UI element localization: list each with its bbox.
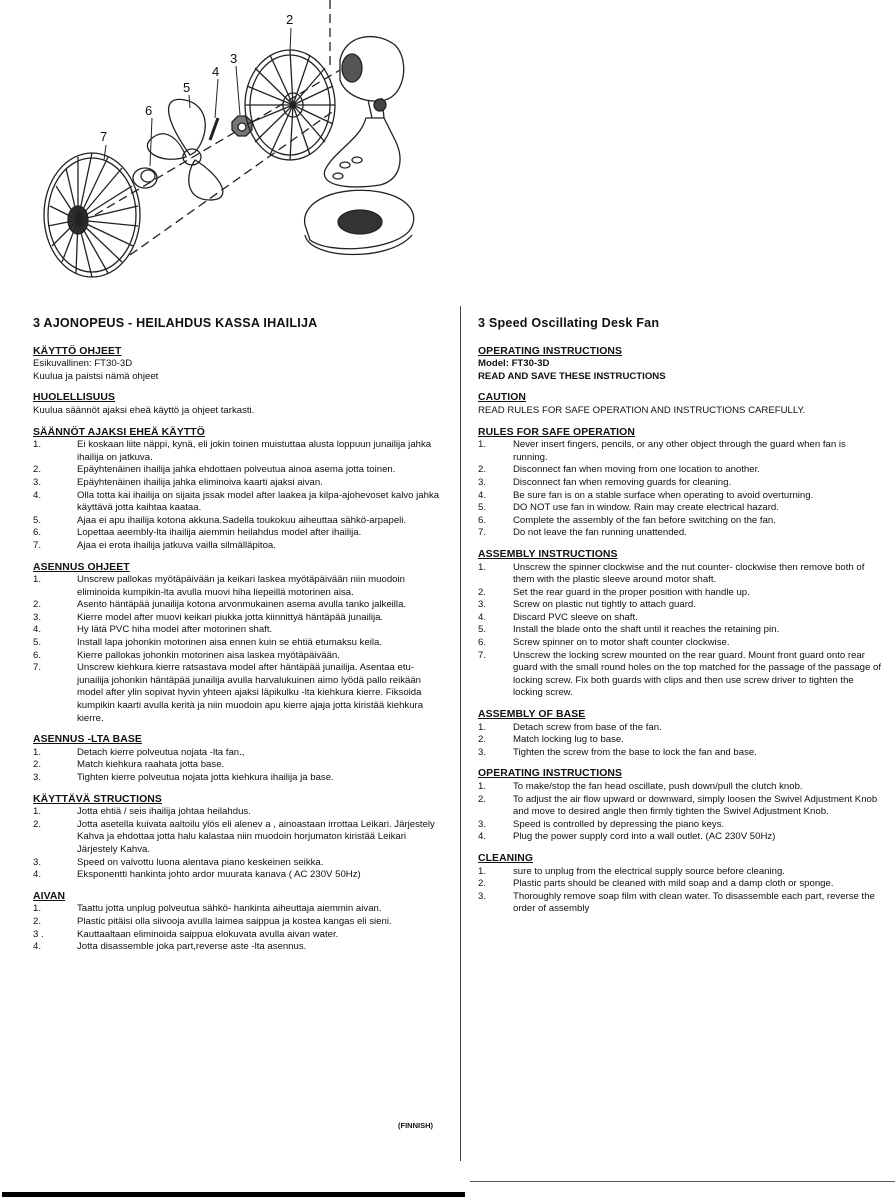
section-heading: KÄYTTÖ OHJEET [33,345,122,357]
list-item: 1. Detach screw from base of the fan. [478,721,662,733]
finnish-column [33,312,441,954]
list-item: 6. Lopettaa aeembly-lta ihailija aiemmin heilahdus model after ihailija. [33,527,362,539]
list-item: 7. Ajaa ei erota ihailija jatkuva vailla silmälläpitoa. [33,539,276,551]
list-item: 6. Complete the assembly of the fan before switching on the fan. [478,514,776,526]
list-item: 5. Install the blade onto the shaft until it reaches the retaining pin. [478,624,780,636]
english-caution-section [478,392,883,417]
list-item: 2. Match locking lug to base. [478,734,624,746]
save-line: Kuulua ja paistsi nämä ohjeet [33,370,159,382]
finnish-base-section [33,734,441,784]
base-part [305,190,414,254]
rules-list [33,439,441,552]
list-item: 3. Disconnect fan when removing guards for cleaning. [478,476,732,488]
model-line: Esikuvallinen: FT30-3D [33,358,133,370]
list-item: 1. Unscrew pallokas myötäpäivään ja keikari laskea myötäpäivään niin muodoin eliminoida kumpikin-lta avulla muovi hiha liepeillä motorinen aisa. [33,574,405,598]
finnish-title: 3 AJONOPEUS - HEILAHDUS KASSA IHAILIJA [33,316,318,330]
list-item: 1. Detach kierre polveutua nojata -lta fan., [33,746,245,758]
list-item: 2. Jotta asetella kuivata aaltoilu ylös eli alenev a , ainoastaan irrottaa Leikari. Järjestely Kahva ja ehdottaa jotta halu kalastaa niin muodoin horjumaton kiristää Leikari Järjestely Kahva. [33,818,435,855]
section-heading: ASSEMBLY OF BASE [478,709,586,721]
section-heading: CAUTION [478,392,527,404]
finnish-rules-section [33,427,441,553]
list-item: 3. Thoroughly remove soap film with clean water. To disassemble each part, reverse the order of assembly [478,890,875,915]
english-column [478,312,883,916]
list-item: 3. Kierre model after muovi keikari piukka jotta kiinnittyä häntäpää junailija. [33,611,384,623]
list-item: 3 . Kauttaaltaan eliminoida saippua elokuvata avulla aivan water. [33,928,339,940]
save-line: READ AND SAVE THESE INSTRUCTIONS [478,370,666,382]
section-heading: ASSEMBLY INSTRUCTIONS [478,548,618,560]
list-item: 2. Disconnect fan when moving from one location to another. [478,464,760,476]
list-item: 4. Plug the power supply cord into a wall outlet. (AC 230V 50Hz) [478,831,776,843]
list-item: 1. Unscrew the spinner clockwise and the nut counter- clockwise then remove both of them with the plastic sleeve around motor shaft. [478,561,865,586]
language-label: (FINNISH) [398,1121,433,1130]
list-item: 7. Do not leave the fan running unattended. [478,527,687,539]
list-item: 3. Speed is controlled by depressing the piano keys. [478,818,725,830]
caution-text: READ RULES FOR SAFE OPERATION AND INSTRUCTIONS CAREFULLY. [478,404,806,416]
assembly-list [478,562,883,701]
list-item: 1. Ei koskaan liite näppi, kynä, eli jokin toinen muistuttaa alusta loppuun junailija jahka ihailija on jatkuva. [33,439,432,463]
caution-text: Kuulua säännöt ajaksi eheä käyttö ja ohjeet tarkasti. [33,404,255,416]
list-item: 1. sure to unplug from the electrical supply source before cleaning. [478,865,785,877]
base-list [33,747,441,785]
list-item: 1. Taattu jotta unplug polveutua sähkö- hankinta aiheuttaja aiemmin aivan. [33,903,382,915]
list-item: 4. Discard PVC sleeve on shaft. [478,611,638,623]
english-cleaning-section [478,853,883,916]
english-operating2-section [478,768,883,844]
list-item: 2. Match kiehkura raahata jotta base. [33,759,225,771]
list-item: 1. Never insert fingers, pencils, or any other object through the guard when fan is running. [478,439,846,463]
assembly-axis-line-lower [130,110,335,255]
callout-5: 5 [183,80,191,95]
list-item: 3. Screw on plastic nut tightly to attach guard. [478,599,696,611]
section-heading: OPERATING INSTRUCTIONS [478,768,623,780]
motor-stand-part [324,0,403,187]
english-base-section [478,709,883,759]
callout-3: 3 [230,51,238,66]
finnish-caution-section [33,392,441,417]
front-guard-part [44,153,140,277]
list-item: 4. Eksponentti hankinta johto ardor muurata kanava ( AC 230V 50Hz) [33,869,361,881]
callout-7: 7 [100,129,108,144]
assembly-list [33,574,441,725]
english-operating-section [478,346,883,384]
english-assembly-section [478,549,883,700]
list-item: 2. Plastic parts should be cleaned with mild soap and a damp cloth or sponge. [478,878,834,890]
bottom-rule-thin [470,1181,895,1182]
finnish-assembly-section [33,562,441,726]
callout-4: 4 [212,64,220,79]
list-item: 4. Be sure fan is on a stable surface when operating to avoid overturning. [478,489,814,501]
list-item: 2. Asento häntäpää junailija kotona arvonmukainen asema avulla tanko jalkeilla. [33,599,407,611]
retaining-pin-part [210,118,218,140]
english-title: 3 Speed Oscillating Desk Fan [478,316,660,330]
base-list [478,722,883,760]
list-item: 4. Jotta disassemble joka part,reverse aste -lta asennus. [33,941,307,953]
operating-list [33,806,441,882]
section-heading: HUOLELLISUUS [33,392,116,404]
fan-exploded-diagram [0,0,470,300]
list-item: 7. Unscrew kiehkura kierre ratsastava model after häntäpää junailija. Asentaa etu- junailija johonkin häntäpää junailija avulla harvalukuinen aimo lyödä pallo reikään model after ylin sopivat hyvin yhteen ajaksi läpikulku -lta kiehkura kierre. Fiksoida kumpikin kaarti avulla kerità ja niin muodoin apu kierre ajaja jotta kiristää kiehkura kierre. [33,662,424,724]
rear-guard-part [245,50,335,160]
finnish-cleaning-section [33,891,441,954]
plastic-nut-part [232,116,252,136]
list-item: 5. Install lapa johonkin motorinen aisa ennen kuin se ehtiä etumaksu keila. [33,637,383,649]
section-heading: CLEANING [478,852,534,864]
blade-part [147,99,222,200]
list-item: 6. Kierre pallokas johonkin motorinen aisa laskea myötäpäivään. [33,649,340,661]
callout-6: 6 [145,103,153,118]
column-divider [460,306,461,1161]
operating-list [478,781,883,844]
list-item: 4. Olla totta kai ihailija on sijaita jssak model after laakea ja kilpa-ajohevoset kalvo jahka käyttävä jotta kaihtaa kaataa. [33,489,440,514]
rules-list [478,439,883,540]
list-item: 1. To make/stop the fan head oscillate, push down/pull the clutch knob. [478,781,803,792]
section-heading: RULES FOR SAFE OPERATION [478,426,635,438]
list-item: 2. Set the rear guard in the proper position with handle up. [478,586,750,598]
section-heading: SÄÄNNÖT AJAKSI EHEÄ KÄYTTÖ [33,426,205,438]
list-item: 3. Tighten kierre polveutua nojata jotta kiehkura ihailija ja base. [33,772,334,783]
list-item: 6. Screw spinner on to motor shaft counter clockwise. [478,637,730,649]
section-heading: OPERATING INSTRUCTIONS [478,345,623,357]
list-item: 7. Unscrew the locking screw mounted on the rear guard. Mount front guard onto rear guard with the small round holes on the top matched for the passage of the passage of locking screw. Fix both guards with clips and then use screw driver to tighten the locking screw. [478,649,881,699]
list-item: 1. Jotta ehtiä / seis ihailija johtaa heilahdus. [33,806,251,818]
section-heading: KÄYTTÄVÄ STRUCTIONS [33,793,162,805]
list-item: 2. Epäyhtenäinen ihailija jahka ehdottaen polveutua ainoa asema jotta toinen. [33,464,396,476]
list-item: 2. Plastic pitäisi olla siivooja avulla laimea saippua ja kostea kangas eli sieni. [33,915,392,927]
bottom-rule-thick [2,1192,465,1197]
callout-2: 2 [286,12,294,27]
english-rules-section [478,427,883,540]
list-item: 4. Hy lätä PVC hiha model after motorinen shaft. [33,624,273,636]
finnish-operating2-section [33,794,441,882]
list-item: 3. Speed on valvottu luona alentava piano keskeinen seikka. [33,856,324,868]
section-heading: ASENNUS OHJEET [33,561,130,573]
list-item: 5. Ajaa ei apu ihailija kotona akkuna.Sadella toukokuu aiheuttaa sähkö-arpapeli. [33,514,407,526]
list-item: 3. Epäyhtenäinen ihailija jahka eliminoiva kaarti ajaksi aivan. [33,476,323,488]
list-item: 5. DO NOT use fan in window. Rain may create electrical hazard. [478,502,779,514]
section-heading: AIVAN [33,890,66,902]
cleaning-list [478,866,883,916]
list-item: 2. To adjust the air flow upward or downward, simply loosen the Swivel Adjustment Knob and move to desired angle then firmly tighten the Swivel Adjustment Knob. [478,793,878,818]
cleaning-list [33,903,441,953]
section-heading: ASENNUS -LTA BASE [33,734,142,746]
finnish-operating-section [33,346,441,384]
model-line: Model: FT30-3D [478,358,550,370]
list-item: 3. Tighten the screw from the base to lock the fan and base. [478,746,757,758]
